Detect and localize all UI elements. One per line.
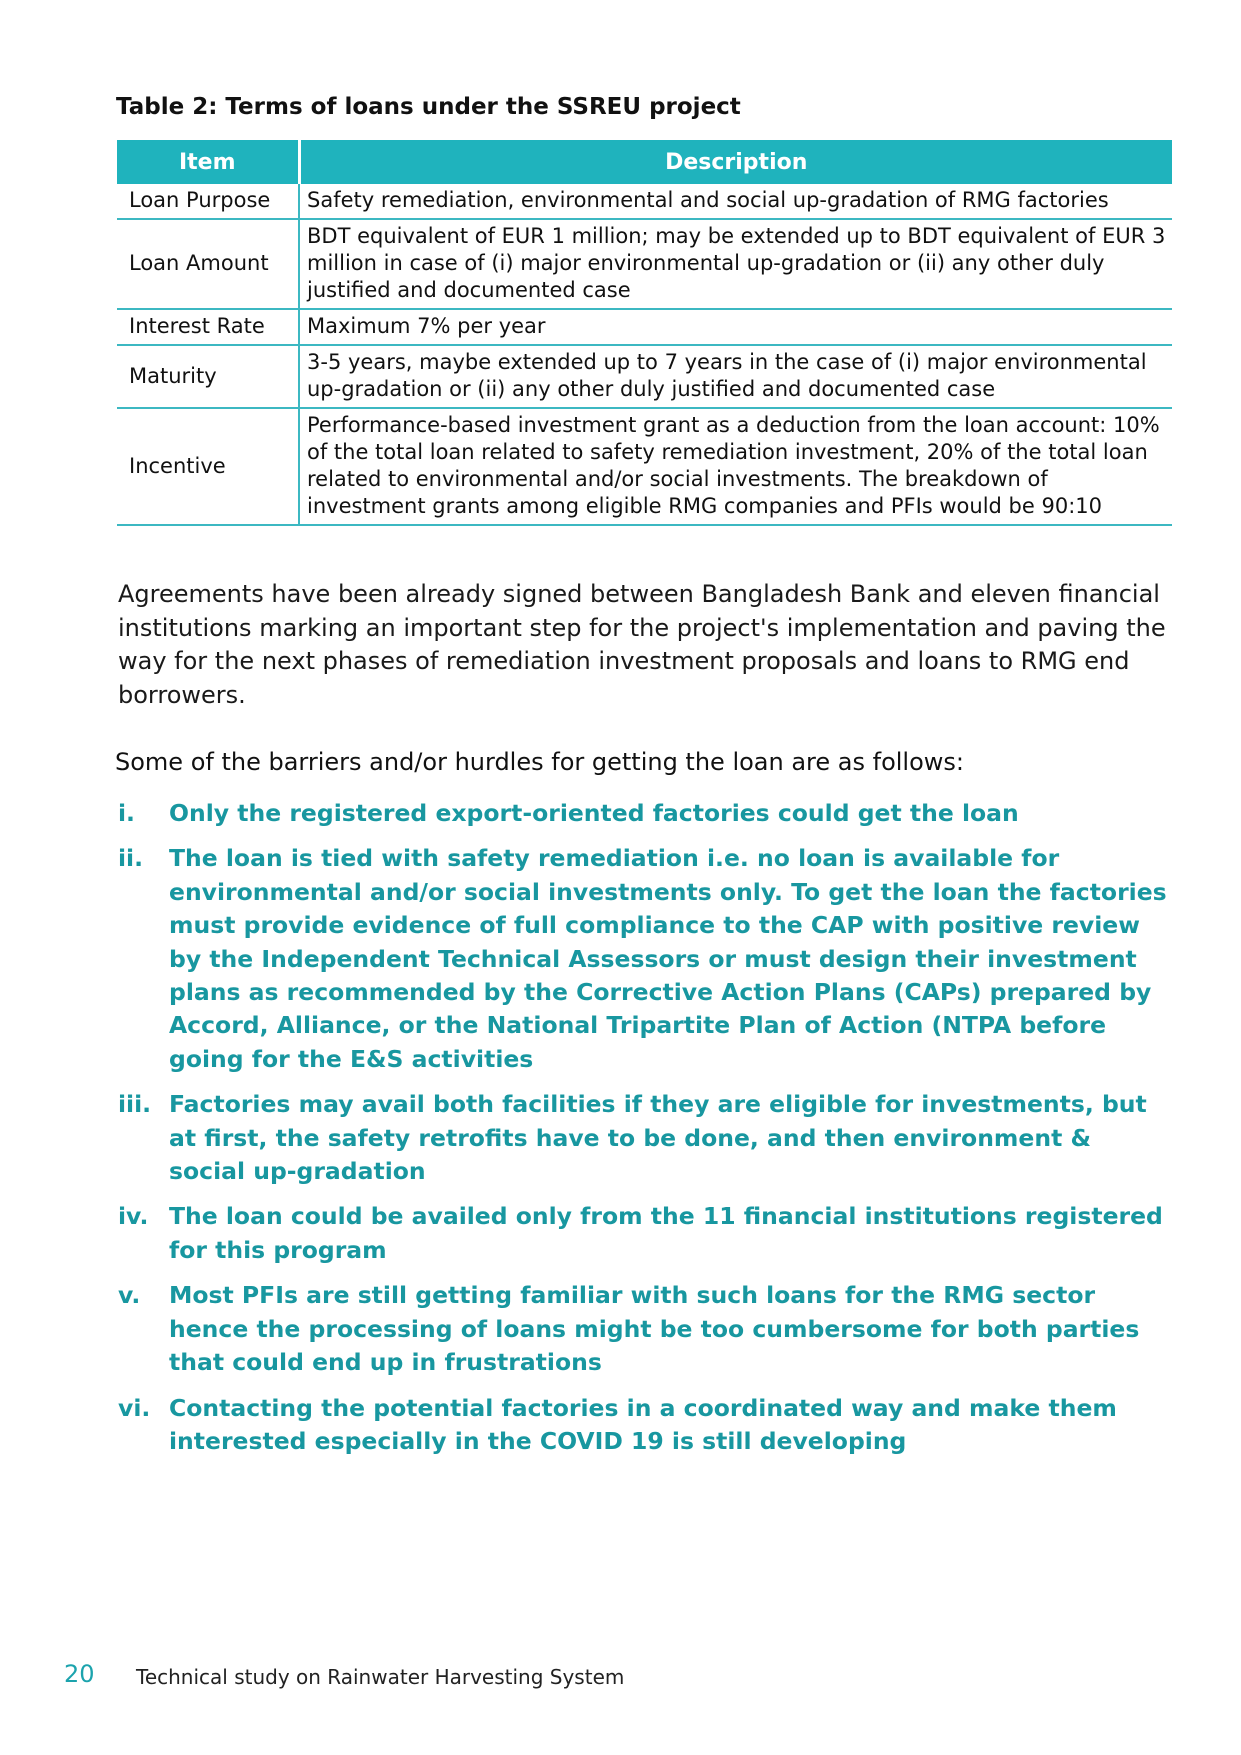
list-item-text: The loan is tied with safety remediation i.e. no loan is available for environmental and/or social investments only. To get the loan the factories must provide evidence of full compliance to the CAP with positive review by the Independent Technical Assessors or must design their investment plans as recommended by the Corrective Action Plans (CAPs) prepared by Accord, Alliance, or the National Tripartite Plan of Action (NTPA before going for the E&S activities <box>169 844 1167 1073</box>
list-item <box>115 842 1175 1076</box>
list-item-text: Factories may avail both facilities if they are eligible for investments, but at first, the safety retrofits have to be done, and then environment & social up-gradation <box>169 1090 1147 1186</box>
list-item-number: iv. <box>118 1202 149 1231</box>
table-caption: Table 2: Terms of loans under the SSREU project <box>116 94 741 120</box>
list-item-text: Contacting the potential factories in a coordinated way and make them interested especially in the COVID 19 is still developing <box>169 1393 1117 1455</box>
header-description: Description <box>299 140 1172 184</box>
table-row <box>117 345 1172 408</box>
list-item-text: The loan could be availed only from the 11 financial institutions registered for this program <box>169 1202 1163 1264</box>
list-item-number: ii. <box>118 844 144 873</box>
row-description: Performance-based investment grant as a deduction from the loan account: 10% of the total loan related to safety remediation investment, 20% of the total loan related to environmental and/or social investments. The breakdown of investment grants among eligible RMG companies and PFIs would be 90:10 <box>299 408 1172 525</box>
row-item: Loan Amount <box>117 219 299 309</box>
row-item: Interest Rate <box>117 309 299 345</box>
row-description: 3-5 years, maybe extended up to 7 years in the case of (i) major environmental up-gradation or (ii) any other duly justified and documented case <box>299 345 1172 408</box>
table-row <box>117 309 1172 345</box>
list-item-number: iii. <box>118 1090 152 1119</box>
list-item <box>115 1200 1175 1267</box>
list-item <box>115 1088 1175 1188</box>
header-item: Item <box>117 140 299 184</box>
list-item-text: Only the registered export-oriented factories could get the loan <box>169 799 1019 827</box>
table-row <box>117 184 1172 219</box>
list-item <box>115 1392 1175 1459</box>
row-description: Safety remediation, environmental and social up-gradation of RMG factories <box>299 184 1172 219</box>
page-number: 20 <box>64 1660 95 1688</box>
agreements-paragraph: Agreements have been already signed between Bangladesh Bank and eleven financial institutions marking an important step for the project's implementation and paving the way for the next phases of remediation investment proposals and loans to RMG end borrowers. <box>118 580 1166 709</box>
barriers-list <box>115 797 1175 1470</box>
table-row <box>117 219 1172 309</box>
row-description: BDT equivalent of EUR 1 million; may be extended up to BDT equivalent of EUR 3 million in case of (i) major environmental up-gradation or (ii) any other duly justified and documented case <box>299 219 1172 309</box>
table-row <box>117 408 1172 525</box>
table-header-row <box>117 140 1172 184</box>
loan-terms-table <box>117 140 1172 526</box>
row-description: Maximum 7% per year <box>299 309 1172 345</box>
footer-document-title: Technical study on Rainwater Harvesting System <box>136 1665 625 1689</box>
barriers-intro: Some of the barriers and/or hurdles for getting the loan are as follows: <box>115 748 964 776</box>
row-item: Incentive <box>117 408 299 525</box>
row-item: Loan Purpose <box>117 184 299 219</box>
row-item: Maturity <box>117 345 299 408</box>
list-item-number: i. <box>118 799 135 827</box>
list-item <box>115 1279 1175 1379</box>
list-item-text: Most PFIs are still getting familiar with such loans for the RMG sector hence the processing of loans might be too cumbersome for both parties that could end up in frustrations <box>169 1281 1140 1377</box>
list-item-number: vi. <box>118 1393 151 1422</box>
list-item-number: v. <box>118 1281 141 1310</box>
list-item <box>115 797 1175 830</box>
